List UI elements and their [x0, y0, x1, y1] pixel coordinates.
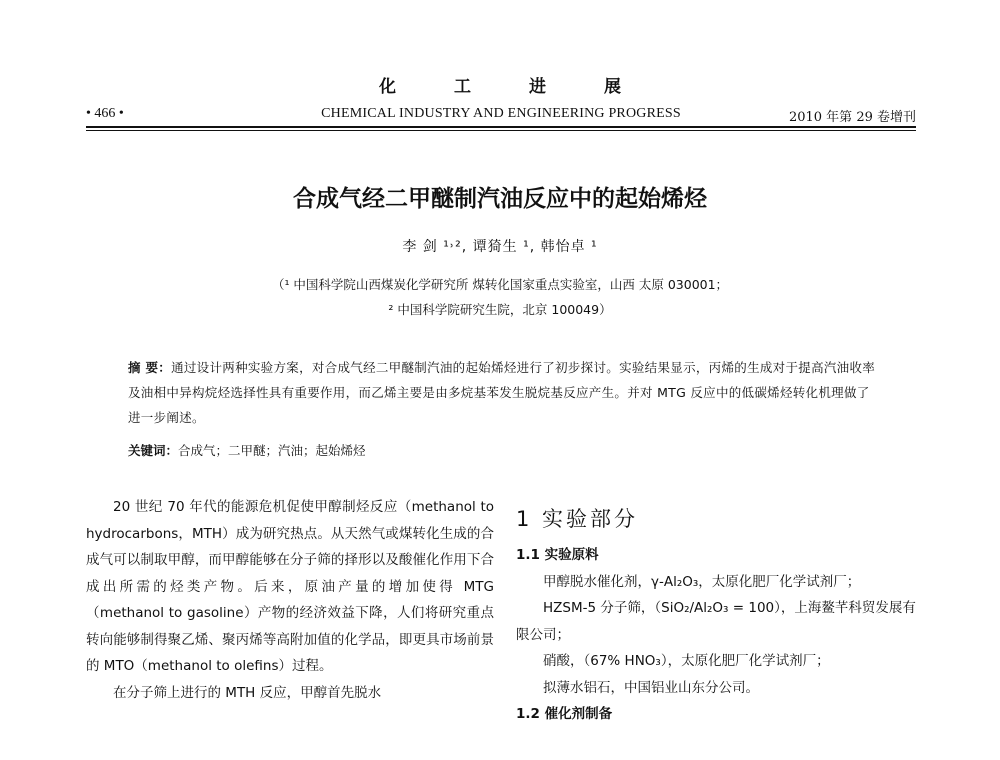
abstract-text: 通过设计两种实验方案，对合成气经二甲醚制汽油的起始烯烃进行了初步探讨。实验结果显示，丙烯的生成对于提高汽油收率及油相中异构烷烃选择性具有重要作用，而乙烯主要是由多烷基苯发生脱烷基反应产生。并对 MTG 反应中的低碳烯烃转化机理做了进一步阐述。	[128, 360, 876, 425]
page-number: • 466 •	[86, 106, 124, 121]
material-item: 甲醇脱水催化剂，γ-Al₂O₃，太原化肥厂化学试剂厂；	[543, 573, 861, 590]
affiliation-1: （¹ 中国科学院山西煤炭化学研究所 煤转化国家重点实验室，山西 太原 030001；	[271, 277, 729, 292]
running-header	[86, 104, 916, 126]
article-title: 合成气经二甲醚制汽油反应中的起始烯烃	[293, 186, 707, 212]
abstract	[128, 355, 878, 430]
subsection-heading-1-1: 1.1 实验原料	[516, 547, 599, 563]
intro-paragraph-2: 在分子筛上进行的 MTH 反应，甲醇首先脱水	[113, 684, 382, 701]
subsection-heading-1-2: 1.2 催化剂制备	[516, 706, 613, 722]
keywords-text: 合成气；二甲醚；汽油；起始烯烃	[178, 443, 366, 458]
keywords	[128, 438, 878, 463]
material-item: 硝酸，（67% HNO₃），太原化肥厂化学试剂厂；	[543, 653, 830, 669]
abstract-label: 摘 要：	[128, 360, 172, 375]
section-heading-1: 1 实验部分	[516, 507, 639, 531]
affiliation-2: ² 中国科学院研究生院，北京 100049）	[388, 302, 612, 317]
right-column	[516, 494, 916, 760]
left-column	[86, 494, 494, 760]
header-rule-thick	[86, 126, 916, 128]
journal-title-en: CHEMICAL INDUSTRY AND ENGINEERING PROGRESS	[321, 106, 681, 121]
header-rule-thin	[86, 130, 916, 131]
issue-info: 2010 年第 29 卷增刊	[788, 110, 916, 125]
material-item: 拟薄水铝石，中国铝业山东分公司。	[543, 679, 759, 696]
keywords-label: 关键词：	[128, 443, 179, 458]
journal-title-cn: 化工进展	[379, 77, 679, 97]
intro-paragraph-1: 20 世纪 70 年代的能源危机促使甲醇制烃反应（methanol to hydrocarbons，MTH）成为研究热点。从天然气或煤转化生成的合成气可以制取甲醇，而甲醇能够在分子筛的择形以及酸催化作用下合成出所需的烃类产物。后来，原油产量的增加使得 MTG（methanol to gasoline）产物的经济效益下降，人们将研究重点转向能够制得聚乙烯、聚丙烯等高附加值的化学品，即更具市场前景的 MTO（methanol to olefins）过程。	[86, 499, 494, 674]
author-list: 李 剑 ¹˒², 谭猗生 ¹, 韩怡卓 ¹	[402, 239, 598, 255]
material-item: HZSM-5 分子筛，（SiO₂/Al₂O₃ = 100），上海鳌芊科贸发展有限公司；	[516, 600, 916, 643]
